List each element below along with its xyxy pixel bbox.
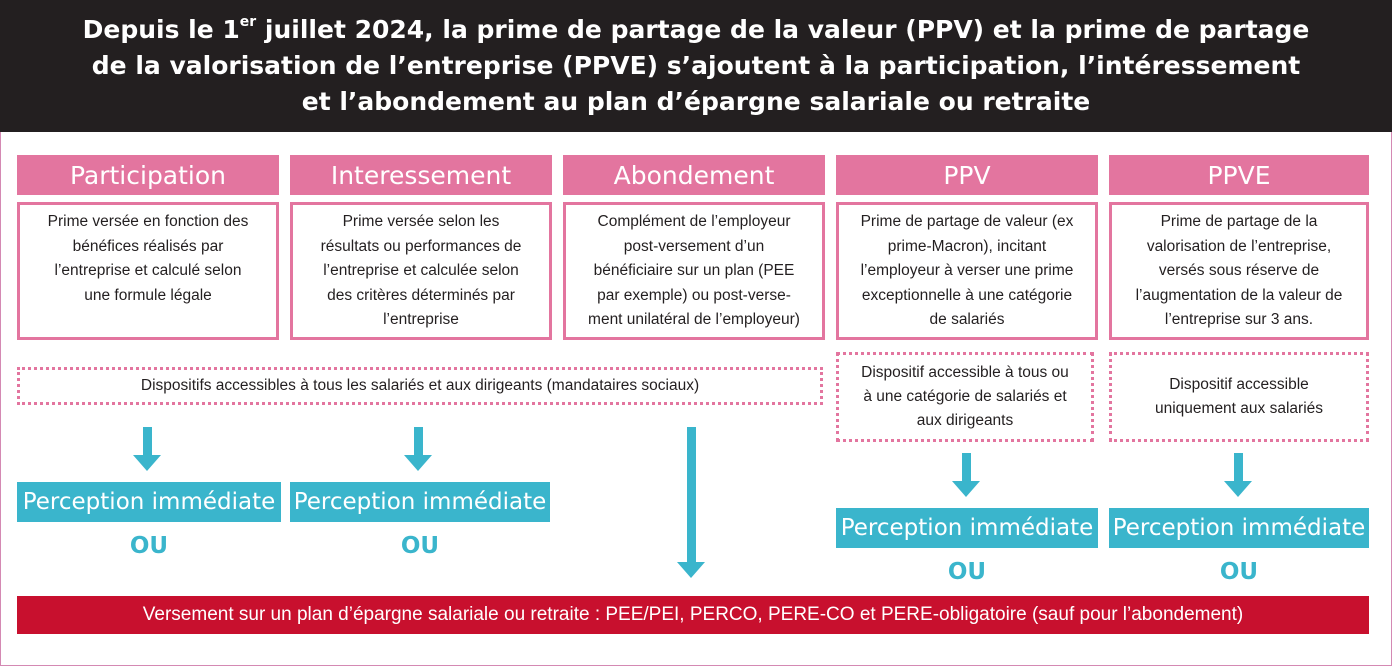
title-interessement: Interessement [290, 155, 552, 195]
title-participation: Participation [17, 155, 279, 195]
desc-ppve: Prime de partage de la valorisation de l’entreprise, versés sous réserve de l’augmentation de la valeur de l’entreprise sur 3 ans. [1109, 202, 1369, 340]
ou-participation: OU [129, 533, 169, 559]
page-header [0, 0, 1392, 132]
title-ppv: PPV [836, 155, 1098, 195]
perception-ppv: Perception immédiate [836, 508, 1098, 548]
perception-participation: Perception immédiate [17, 482, 281, 522]
header-line-1: Depuis le 1er juillet 2024, la prime de partage de la valeur (PPV) et la prime de partage [82, 14, 1310, 44]
ou-interessement: OU [400, 533, 440, 559]
ou-ppve: OU [1219, 559, 1259, 585]
header-line-3: et l’abondement au plan d’épargne salariale ou retraite [301, 87, 1091, 116]
savings-plan-bar: Versement sur un plan d’épargne salariale ou retraite : PEE/PEI, PERCO, PERE-CO et PERE-obligatoire (sauf pour l’abondement) [17, 596, 1369, 634]
desc-participation: Prime versée en fonction des bénéfices réalisés par l’entreprise et calculé selon une formule légale [17, 202, 279, 340]
access-ppve: Dispositif accessible uniquement aux salariés [1109, 352, 1369, 442]
desc-ppv: Prime de partage de valeur (ex prime-Macron), incitant l’employeur à verser une prime exceptionnelle à une catégorie de salariés [836, 202, 1098, 340]
title-ppve: PPVE [1109, 155, 1369, 195]
perception-ppve: Perception immédiate [1109, 508, 1369, 548]
desc-abondement: Complément de l’employeur post-versement d’un bénéficiaire sur un plan (PEE par exemple) ou post-verse- ment unilatéral de l’employeur) [563, 202, 825, 340]
access-shared: Dispositifs accessibles à tous les salariés et aux dirigeants (mandataires sociaux) [17, 367, 823, 405]
access-ppv: Dispositif accessible à tous ou à une catégorie de salariés et aux dirigeants [836, 352, 1094, 442]
perception-interessement: Perception immédiate [290, 482, 550, 522]
header-superscript: er [239, 14, 257, 30]
header-line-2: de la valorisation de l’entreprise (PPVE) s’ajoutent à la participation, l’intéressement [91, 51, 1301, 80]
title-abondement: Abondement [563, 155, 825, 195]
desc-interessement: Prime versée selon les résultats ou performances de l’entreprise et calculée selon des critères déterminés par l’entreprise [290, 202, 552, 340]
ou-ppv: OU [947, 559, 987, 585]
